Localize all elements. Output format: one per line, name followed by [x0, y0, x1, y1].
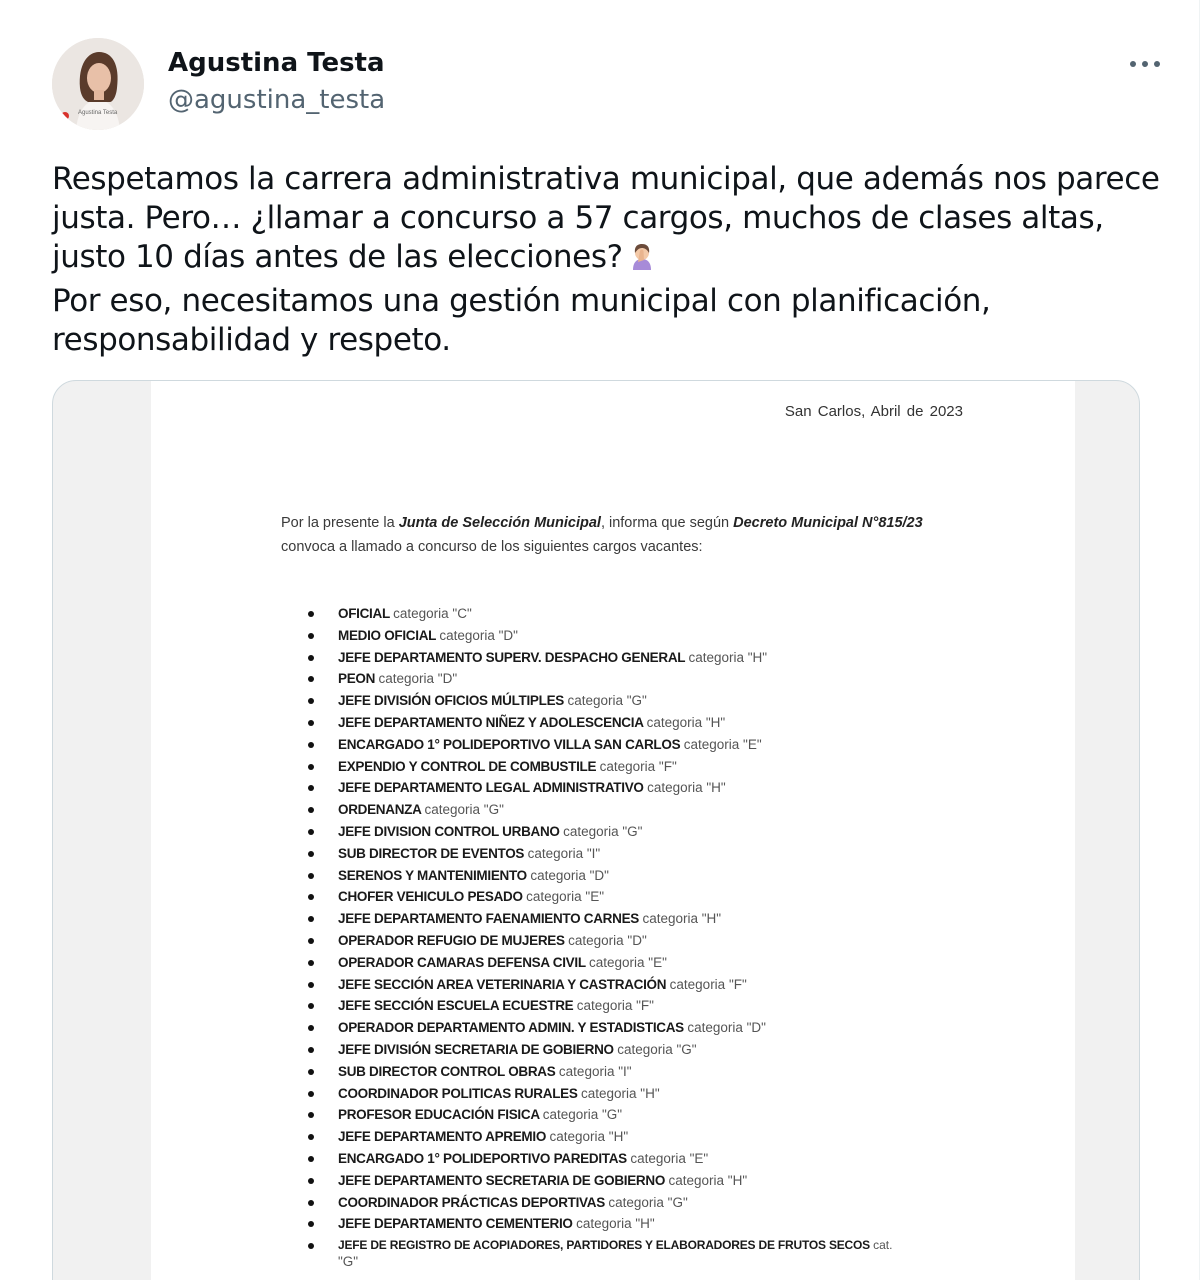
position-item — [308, 756, 1028, 778]
positions-list — [308, 603, 1028, 1257]
document-page — [151, 381, 1075, 1280]
tweet-image[interactable] — [52, 380, 1140, 1280]
bullet-icon — [308, 698, 314, 704]
position-category: categoria "E" — [630, 1150, 709, 1166]
bullet-icon — [308, 1047, 314, 1053]
bullet-icon — [308, 807, 314, 813]
position-entry — [338, 843, 600, 865]
position-title: MEDIO OFICIAL — [338, 627, 436, 643]
document-date: San Carlos, Abril de 2023 — [784, 403, 963, 420]
author-block — [168, 46, 385, 118]
position-title: COORDINADOR POLITICAS RURALES — [338, 1085, 578, 1101]
position-category: categoria "G" — [567, 693, 647, 709]
bullet-icon — [308, 982, 314, 988]
position-category: categoria "H" — [581, 1085, 660, 1101]
bullet-icon — [308, 1003, 314, 1009]
position-item — [308, 799, 1028, 821]
bullet-icon — [308, 764, 314, 770]
position-title: SUB DIRECTOR DE EVENTOS — [338, 845, 525, 861]
position-entry — [338, 886, 604, 908]
bullet-icon — [308, 1025, 314, 1031]
position-entry — [338, 1126, 628, 1148]
position-category: categoria "G" — [608, 1194, 688, 1210]
position-entry — [338, 1104, 622, 1126]
position-entry — [338, 865, 609, 887]
position-title: CHOFER VEHICULO PESADO — [338, 889, 523, 905]
position-item — [308, 1148, 1028, 1170]
position-title: SUB DIRECTOR CONTROL OBRAS — [338, 1063, 556, 1079]
tweet-line: responsabilidad y respeto. — [52, 322, 451, 358]
position-category: categoria "E" — [526, 889, 605, 905]
position-entry — [338, 756, 677, 778]
position-title: ENCARGADO 1° POLIDEPORTIVO VILLA SAN CARLOS — [338, 736, 681, 752]
position-item — [308, 843, 1028, 865]
position-category: categoria "G" — [424, 802, 504, 818]
position-title: EXPENDIO Y CONTROL DE COMBUSTILE — [338, 758, 597, 774]
position-entry — [338, 1039, 697, 1061]
bullet-icon — [308, 655, 314, 661]
position-item — [308, 1192, 1028, 1214]
position-entry — [338, 668, 457, 690]
position-category: categoria "F" — [576, 998, 654, 1014]
position-item — [308, 1170, 1028, 1192]
position-title: OPERADOR REFUGIO DE MUJERES — [338, 932, 565, 948]
position-category: categoria "G" — [563, 823, 643, 839]
bullet-icon — [308, 785, 314, 791]
position-category: categoria "H" — [646, 714, 726, 730]
position-category: categoria "E" — [588, 954, 667, 970]
tweet-header — [52, 38, 1169, 134]
bullet-icon — [308, 742, 314, 748]
bullet-icon — [308, 1112, 314, 1118]
position-title: JEFE DEPARTAMENTO NIÑEZ Y ADOLESCENCIA — [338, 714, 644, 730]
position-category: categoria "H" — [642, 911, 722, 927]
bullet-icon — [308, 1156, 314, 1162]
position-title: JEFE DEPARTAMENTO SECRETARIA DE GOBIERNO — [338, 1172, 666, 1188]
position-entry — [338, 1213, 655, 1235]
position-item — [308, 777, 1028, 799]
bullet-icon — [308, 938, 314, 944]
tweet-line: Respetamos la carrera administrativa municipal, que además nos parece — [52, 161, 1160, 197]
woman-facepalming-icon — [627, 242, 657, 282]
tweet-line-text: justo 10 días antes de las elecciones? — [52, 239, 623, 275]
author-handle[interactable]: @agustina_testa — [168, 85, 386, 115]
position-title: OFICIAL — [338, 606, 390, 621]
position-entry — [338, 712, 725, 734]
bullet-icon — [308, 720, 314, 726]
bullet-icon — [308, 1091, 314, 1097]
position-entry — [338, 1192, 688, 1214]
tweet-line: Por eso, necesitamos una gestión municipal con planificación, — [52, 283, 991, 319]
intro-bold: Decreto Municipal N°815/23 — [733, 515, 923, 531]
position-title: OPERADOR DEPARTAMENTO ADMIN. Y ESTADISTICAS — [338, 1020, 684, 1036]
position-item — [308, 668, 1028, 690]
bullet-icon — [308, 851, 314, 857]
position-category: categoria "H" — [647, 780, 726, 796]
position-item — [308, 974, 1028, 996]
list-continuation: "G" — [338, 1254, 359, 1269]
bullet-icon — [308, 960, 314, 966]
position-title: JEFE DEPARTAMENTO FAENAMIENTO CARNES — [338, 911, 639, 927]
position-item — [308, 647, 1028, 669]
position-item — [308, 1017, 1028, 1039]
intro-text: Por la presente la — [281, 515, 399, 531]
bullet-icon — [308, 1200, 314, 1206]
position-item — [308, 995, 1028, 1017]
position-entry — [338, 995, 654, 1017]
position-item — [308, 690, 1028, 712]
position-category: categoria "D" — [530, 867, 609, 883]
position-title: JEFE DIVISIÓN OFICIOS MÚLTIPLES — [338, 693, 564, 709]
bullet-icon — [308, 676, 314, 682]
bullet-icon — [308, 1134, 314, 1140]
bullet-icon — [308, 829, 314, 835]
position-item — [308, 734, 1028, 756]
position-title: OPERADOR CAMARAS DEFENSA CIVIL — [338, 954, 586, 970]
position-item — [308, 603, 1028, 625]
bullet-icon — [308, 873, 314, 879]
tweet-line — [52, 238, 1162, 282]
intro-text: convoca a llamado a concurso de los siguientes cargos vacantes: — [281, 539, 703, 555]
tweet-text — [52, 160, 1162, 360]
position-category: categoria "E" — [683, 736, 762, 752]
position-entry — [338, 777, 726, 799]
position-title: JEFE DEPARTAMENTO APREMIO — [338, 1129, 547, 1145]
position-entry — [338, 930, 647, 952]
position-item — [308, 1213, 1028, 1235]
position-title: JEFE DEPARTAMENTO LEGAL ADMINISTRATIVO — [338, 780, 644, 796]
position-entry — [338, 690, 647, 712]
position-category: categoria "C" — [393, 606, 472, 621]
position-entry — [338, 1083, 660, 1105]
position-item — [308, 865, 1028, 887]
position-title: PROFESOR EDUCACIÓN FISICA — [338, 1107, 540, 1123]
position-title: JEFE DEPARTAMENTO CEMENTERIO — [338, 1216, 573, 1232]
bullet-icon — [308, 894, 314, 900]
position-entry — [338, 952, 667, 974]
position-item — [308, 1083, 1028, 1105]
position-title: JEFE DE REGISTRO DE ACOPIADORES, PARTIDORES Y ELABORADORES DE FRUTOS SECOS — [338, 1238, 870, 1253]
position-item — [308, 1126, 1028, 1148]
position-category: categoria "G" — [542, 1107, 623, 1123]
position-title: JEFE DIVISIÓN SECRETARIA DE GOBIERNO — [338, 1041, 614, 1057]
avatar[interactable] — [52, 38, 144, 130]
intro-bold: Junta de Selección Municipal — [398, 515, 601, 531]
position-entry — [338, 1017, 766, 1039]
position-entry — [338, 908, 721, 930]
position-item — [308, 886, 1028, 908]
bullet-icon — [308, 633, 314, 639]
position-category: categoria "I" — [527, 845, 601, 861]
position-item — [308, 1104, 1028, 1126]
position-title: ENCARGADO 1° POLIDEPORTIVO PAREDITAS — [338, 1150, 627, 1166]
position-category: categoria "D" — [439, 627, 518, 643]
position-entry — [338, 1061, 632, 1083]
position-category: categoria "G" — [617, 1041, 697, 1057]
position-entry — [338, 1148, 708, 1170]
position-entry — [338, 1235, 892, 1257]
bullet-icon — [308, 611, 314, 617]
more-options-icon[interactable] — [1121, 44, 1169, 84]
position-item — [308, 712, 1028, 734]
bullet-icon — [308, 1069, 314, 1075]
position-title: JEFE DEPARTAMENTO SUPERV. DESPACHO GENERAL — [338, 649, 685, 665]
position-entry — [338, 734, 762, 756]
position-entry — [338, 647, 767, 669]
position-category: categoria "D" — [378, 671, 458, 687]
position-category: categoria "F" — [669, 976, 747, 992]
avatar-caption: Agustina Testa — [78, 110, 118, 116]
position-category: cat. — [873, 1238, 893, 1253]
position-item — [308, 952, 1028, 974]
author-name[interactable]: Agustina Testa — [168, 48, 385, 78]
position-entry — [338, 625, 518, 647]
position-category: categoria "F" — [599, 758, 677, 774]
position-item — [308, 908, 1028, 930]
position-title: SERENOS Y MANTENIMIENTO — [338, 867, 527, 883]
position-category: categoria "D" — [687, 1020, 766, 1036]
position-entry — [338, 1170, 747, 1192]
intro-text: , informa que según — [600, 515, 734, 531]
bullet-icon — [308, 1243, 314, 1249]
position-title: JEFE SECCIÓN AREA VETERINARIA Y CASTRACIÓN — [338, 976, 667, 992]
position-entry — [338, 974, 747, 996]
position-item — [308, 821, 1028, 843]
position-item — [308, 1235, 1028, 1257]
bullet-icon — [308, 916, 314, 922]
position-category: categoria "H" — [688, 649, 768, 665]
position-title: ORDENANZA — [338, 802, 422, 818]
bullet-icon — [308, 1221, 314, 1227]
position-entry — [338, 603, 472, 625]
position-entry — [338, 821, 642, 843]
position-category: categoria "H" — [668, 1172, 748, 1188]
position-category: categoria "I" — [558, 1063, 632, 1079]
position-title: JEFE SECCIÓN ESCUELA ECUESTRE — [338, 998, 574, 1014]
position-title: COORDINADOR PRÁCTICAS DEPORTIVAS — [338, 1194, 605, 1210]
position-item — [308, 1061, 1028, 1083]
position-entry — [338, 799, 504, 821]
document-intro — [281, 511, 971, 559]
position-item — [308, 1039, 1028, 1061]
position-category: categoria "H" — [576, 1216, 655, 1232]
avatar-photo — [52, 38, 144, 130]
tweet-line: justa. Pero… ¿llamar a concurso a 57 cargos, muchos de clases altas, — [52, 200, 1104, 236]
position-item — [308, 930, 1028, 952]
position-item — [308, 625, 1028, 647]
position-title: JEFE DIVISION CONTROL URBANO — [338, 823, 560, 839]
position-category: categoria "H" — [549, 1129, 629, 1145]
position-category: categoria "D" — [568, 932, 647, 948]
position-title: PEON — [338, 671, 376, 687]
bullet-icon — [308, 1178, 314, 1184]
